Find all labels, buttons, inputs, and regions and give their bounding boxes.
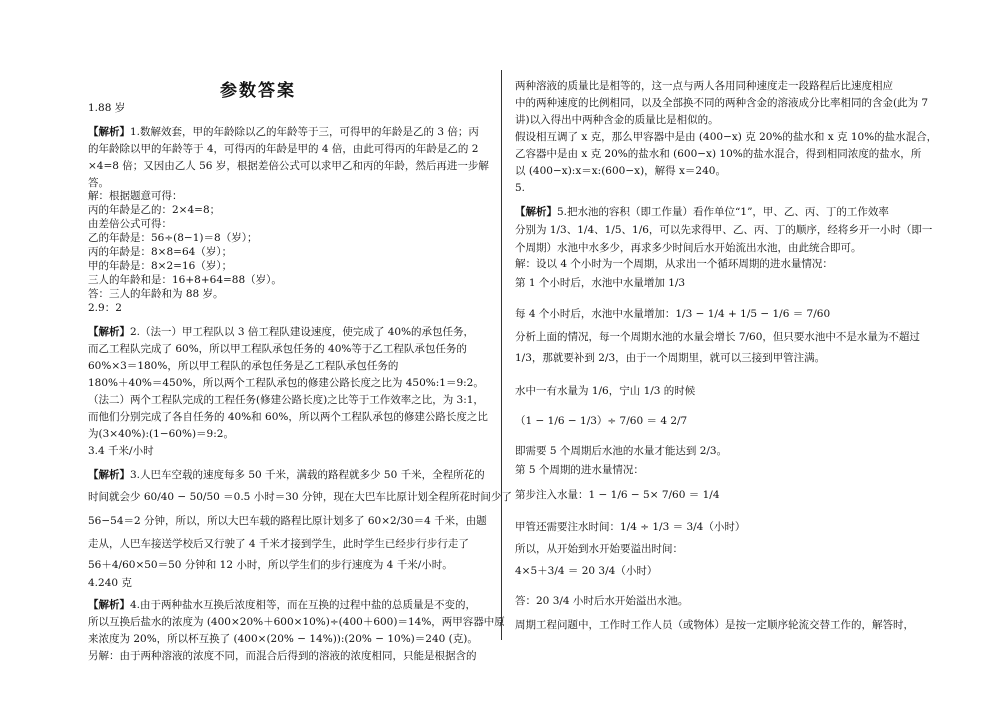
left-text-line: 走从，人巴车接送学校后又行驶了 4 千米才接到学生，此时学生已经步行步行走了 — [88, 538, 469, 550]
left-text-line: 为(3×40%):(1−60%)＝9:2。 — [88, 428, 234, 440]
right-text-line: 【解析】5.把水池的容积（即工作量）看作单位“1”，甲、乙、丙、丁的工作效率 — [515, 206, 889, 218]
right-text-line: 分别为 1/3、1/4、1/5、1/6，可以先求得甲、乙、丙、丁的顺序，经将乡开一小时（即一 — [515, 224, 933, 236]
left-text-line: （法二）两个工程队完成的工程任务(修建公路长度)之比等于工作效率之比，为 3:1， — [88, 394, 484, 406]
left-text-line: 180%＋40%＝450%，所以两个工程队承包的修建公路长度之比为 450%:1＝9:2。 — [88, 377, 484, 389]
right-text-line: 分析上面的情况，每一个周期水池的水量会增长 7/60，但只要水池中不是水量为不超过 — [515, 331, 920, 343]
left-text-line: 时间就会少 60/40 − 50/50 ＝0.5 小时＝30 分钟，现在大巴车比原计划全程所花时间少了 — [88, 491, 512, 503]
right-text-line: 即需要 5 个周期后水池的水量才能达到 2/3。 — [515, 445, 728, 457]
left-text-line: 1.88 岁 — [88, 102, 126, 114]
left-text-line: 60%×3＝180%，所以甲工程队的承包任务是乙工程队承包任务的 — [88, 360, 399, 372]
right-text-line: 中的两种速度的比例相同，以及全部换不同的两种含金的溶液成分比率相同的含金(此为 7 — [515, 97, 929, 109]
left-text-line: 【解析】2.（法一）甲工程队以 3 倍工程队建设速度，使完成了 40%的承包任务， — [88, 326, 475, 338]
left-text-line: 4.240 克 — [88, 577, 132, 589]
left-text-line: 答：三人的年龄和为 88 岁。 — [88, 288, 224, 300]
right-text-line: 水中一有水量为 1/6，宁山 1/3 的时候 — [515, 385, 696, 397]
right-text-line: 4×5＋3/4 ＝ 20 3/4（小时） — [515, 565, 658, 577]
right-text-line: 第 5 个周期的进水量情况： — [515, 464, 644, 476]
left-text-line: 三人的年龄和是：16+8+64=88（岁）。 — [88, 274, 282, 286]
left-text-line: 来浓度为 20%，所以杯互换了 (400×(20% − 14%)):(20% − 10%)＝240 (克)。 — [88, 633, 478, 645]
left-text-line: 由差倍公式可得： — [88, 218, 172, 230]
left-text-line: 另解：由于两种溶液的浓度不同，而混合后得到的溶液的浓度相同，只能是根据含的 — [88, 650, 477, 662]
right-text-line: 以 (400−x):x＝x:(600−x)，解得 x＝240。 — [515, 165, 726, 177]
left-text-line: 2.9：2 — [88, 302, 122, 314]
left-text-line: 【解析】4.由于两种盐水互换后浓度相等，而在互换的过程中盐的总质量是不变的， — [88, 599, 477, 611]
left-text-line: 3.4 千米/小时 — [88, 445, 154, 457]
left-text-line: 甲的年龄是：8×2=16（岁）； — [88, 260, 233, 272]
left-text-line: 【解析】3.人巴车空载的速度每多 50 千米，满载的路程就多少 50 千米，全程所花的 — [88, 469, 485, 481]
left-text-line: 的年龄除以甲的年龄等于 4，可得丙的年龄是甲的 4 倍，由此可得丙的年龄是乙的 2 — [88, 143, 479, 155]
page-title: 参数答案 — [220, 81, 296, 101]
right-text-line: 第 1 个小时后，水池中水量增加 1/3 — [515, 277, 686, 289]
left-text-line: 丙的年龄是：8×8=64（岁）； — [88, 246, 233, 258]
right-text-line: 答：20 3/4 小时后水开始溢出水池。 — [515, 595, 689, 607]
right-text-line: 1/3，那就要补到 2/3，由于一个周期里，就可以三接到甲管注满。 — [515, 352, 826, 364]
left-text-line: ×4=8 倍；又因由乙人 56 岁，根据差倍公式可以求甲乙和丙的年龄，然后再进一步解 — [88, 160, 489, 172]
right-text-line: 5. — [515, 182, 526, 194]
left-text-line: 【解析】1.数解效套，甲的年龄除以乙的年龄等于三，可得甲的年龄是乙的 3 倍；丙 — [88, 126, 479, 138]
right-text-line: 周期工程问题中，工作时工作人员（或物体）是按一定顺序轮流交替工作的，解答时， — [515, 619, 914, 631]
right-text-line: 所以，从开始到水开始要溢出时间： — [515, 543, 683, 555]
left-text-line: 答。 — [88, 177, 109, 189]
left-text-line: 解：根据题意可得： — [88, 190, 183, 202]
right-text-line: 假设相互调了 x 克，那么甲容器中是由 (400−x) 克 20%的盐水和 x 克 10%的盐水混合， — [515, 131, 938, 143]
left-text-line: 而他们分别完成了各自任务的 40%和 60%，所以两个工程队承包的修建公路长度之比 — [88, 411, 488, 423]
left-text-line: 所以互换后盐水的浓度为 (400×20%＋600×10%)÷(400＋600)＝14%，两甲容器中原 — [88, 616, 505, 628]
right-text-line: 每 4 个小时后，水池中水量增加：1/3 − 1/4 + 1/5 − 1/6 ＝ 7/60 — [515, 308, 831, 320]
right-text-line: 解：设以 4 个小时为一个周期，从求出一个循环周期的进水量情况： — [515, 258, 833, 270]
column-divider — [501, 70, 502, 640]
left-text-line: 56−54＝2 分钟，所以，所以大巴车载的路程比原计划多了 60×2/30＝4 千米，由题 — [88, 515, 487, 527]
right-text-line: 个周期）水池中水多少，再求多少时间后水开始流出水池，由此统合即可。 — [515, 242, 862, 254]
left-text-line: 而乙工程队完成了 60%，所以甲工程队承包任务的 40%等于乙工程队承包任务的 — [88, 343, 467, 355]
left-text-line: 乙的年龄是：56÷(8−1)＝8（岁）； — [88, 232, 258, 244]
right-text-line: 乙容器中是由 x 克 20%的盐水和 (600−x) 10%的盐水混合，得到相同浓度的盐水，所 — [515, 148, 922, 160]
left-text-line: 56＋4/60×50＝50 分钟和 12 小时，所以学生们的步行速度为 4 千米/小时。 — [88, 559, 453, 571]
right-text-line: （1 − 1/6 − 1/3）÷ 7/60 ＝ 4 2/7 — [515, 415, 688, 427]
right-text-line: 讲)以入得出中两种含金的质量比是相似的。 — [515, 114, 719, 126]
right-text-line: 两种溶液的质量比是相等的，这一点与两人各用同种速度走一段路程后比速度相应 — [515, 80, 893, 92]
right-text-line: 第步注入水量：1 − 1/6 − 5× 7/60 ＝ 1/4 — [515, 489, 720, 501]
right-text-line: 甲管还需要注水时间：1/4 ÷ 1/3 ＝ 3/4（小时） — [515, 521, 746, 533]
left-text-line: 丙的年龄是乙的：2×4=8； — [88, 204, 221, 216]
